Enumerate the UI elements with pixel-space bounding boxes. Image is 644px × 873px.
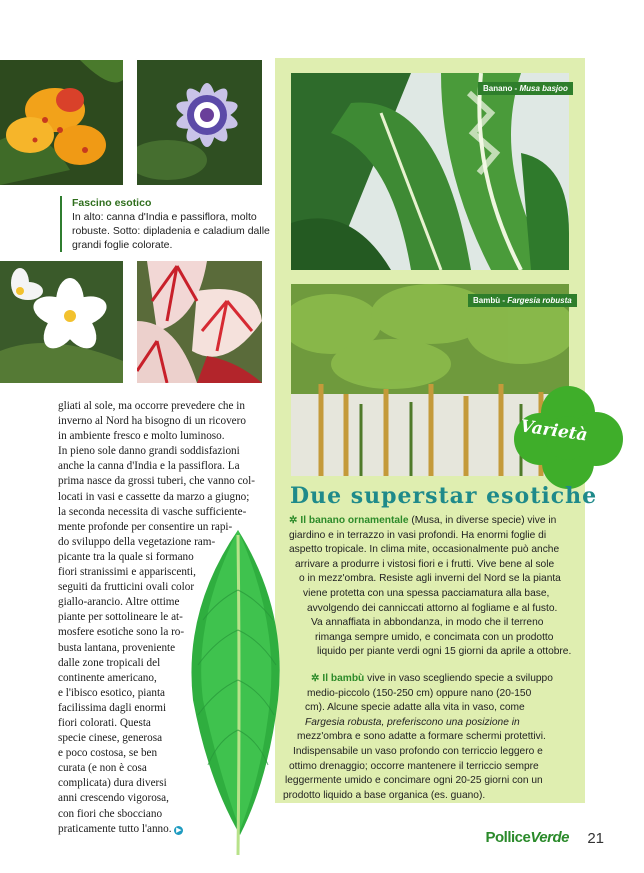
article-line: giallo-arancio. Altre ottime [58, 596, 180, 609]
banano-line: viene protetta con una spessa pacciamatura alla base, [303, 587, 550, 599]
dipladenia-photo [0, 261, 123, 383]
bambu-line: mezz'ombra e sono adatte a formare schermi protettivi. [297, 731, 546, 743]
banano-first-rest: (Musa, in diverse specie) vive in [408, 515, 557, 526]
logo-part-a: Pollice [485, 829, 531, 846]
banano-line: aspetto tropicale. In clima mite, occasionalmente può anche [289, 544, 560, 556]
article-line: do sviluppo della vegetazione ram- [58, 535, 216, 548]
banano-paragraph [289, 514, 579, 660]
article-line: piante per sottolineare le at- [58, 611, 183, 624]
bambu-line: ottimo drenaggio; occorre mantenere il terriccio sempre [289, 760, 539, 772]
bambu-paragraph [283, 672, 580, 803]
banano-line: o in mezz'ombra. Resiste agli inverni del Nord se la pianta [299, 573, 561, 585]
continue-arrow-icon: ▶ [176, 825, 182, 834]
banano-line: arrivare a produrre i vistosi fiori e i frutti. Vive bene al sole [295, 558, 555, 570]
bamboo-tag [468, 290, 577, 308]
article-line: prima nasce da grossi tuberi, che vanno col- [58, 475, 255, 488]
article-line: mosfere esotiche sono la ro- [58, 626, 185, 639]
article-line: anni crescendo vigorosa, [58, 792, 169, 805]
banana-tag-latin: Musa basjoo [519, 84, 568, 93]
banano-line: liquido per piante verdi ogni 15 giorni da aprile a ottobre. [317, 646, 572, 658]
article-line: fiori stranissimi e appariscenti, [58, 566, 196, 579]
article-line: facilissima dagli enormi [58, 701, 167, 714]
banano-first-line [289, 514, 579, 529]
article-line: anche la canna d'India e la passiflora. La [58, 460, 240, 473]
bambu-line: prodotto liquido a base organica (es. guano). [283, 789, 486, 801]
article-line: gliati al sole, ma occorre prevedere che in [58, 400, 245, 412]
headline: Due superstar esotiche [290, 483, 598, 509]
article-line: seguiti da frutticini ovali color [58, 581, 195, 594]
logo-part-b: Verde [530, 829, 569, 846]
article-line: fiori colorati. Questa [58, 716, 151, 729]
article-line: e l'ibisco esotico, pianta [58, 686, 166, 699]
banana-photo [291, 73, 569, 270]
article-line: e poco costosa, se ben [58, 747, 158, 760]
banano-lead: Il banano ornamentale [300, 515, 409, 526]
varieta-badge [508, 383, 628, 491]
banana-leaf-illustration [178, 530, 288, 855]
article-line: In pieno sole danno grandi soddisfazioni [58, 445, 240, 458]
magazine-logo [486, 829, 570, 846]
caption-title: Fascino esotico [72, 197, 152, 209]
caption-line: robuste. Sotto: dipladenia e caladium dalle [72, 225, 270, 237]
article-line: con fiori che sbocciano [58, 807, 163, 820]
article-line: picante tra la quale si formano [58, 550, 194, 563]
banano-line: giardino e in terrazzo in vasi profondi. Ha enormi foglie di [289, 529, 547, 541]
article-line: in ambiente fresco e molto luminoso. [58, 430, 225, 443]
article-line: curata (e non è cosa [58, 762, 147, 775]
passiflora-photo [137, 60, 262, 185]
photo-caption [60, 196, 277, 252]
section-badge-text: Varietà [518, 416, 589, 446]
banano-bullet-icon: ✲ [289, 515, 298, 526]
banana-tag [478, 78, 573, 96]
article-line: specie cinese, generosa [58, 732, 163, 745]
bamboo-tag-name: Bambù - [473, 296, 508, 305]
article-line: inverno al Nord ha bisogno di un ricovero [58, 415, 246, 428]
caption-line: In alto: canna d'India e passiflora, molto [72, 211, 257, 223]
article-line: locati in vasi e cassette da marzo a giugno; [58, 490, 250, 503]
bambu-first-line [305, 672, 580, 687]
article-line: la seconda necessita di vasche sufficiente- [58, 505, 247, 518]
caladium-photo [137, 261, 262, 383]
bamboo-tag-latin: Fargesia robusta [507, 296, 572, 305]
bambu-line: leggermente umido e concimare ogni 20-25 giorni con un [285, 775, 543, 787]
bambu-line: Fargesia robusta, preferiscono una posizione in [305, 716, 520, 728]
bambu-bullet-icon: ✲ [311, 673, 320, 684]
banano-line: avvolgendo dei canniccati attorno al fogliame e al fusto. [307, 602, 558, 614]
article-line: continente americano, [58, 671, 157, 684]
article-line: complicata) dura diversi [58, 777, 167, 790]
canna-photo [0, 60, 123, 185]
article-line: busta lantana, proveniente [58, 641, 176, 654]
article-last-line: praticamente tutto l'anno. [58, 822, 172, 835]
bambu-line: medio-piccolo (150-250 cm) oppure nano (20-150 [307, 687, 532, 699]
banana-tag-name: Banano - [483, 84, 520, 93]
bambu-line: Indispensabile un vaso profondo con terriccio leggero e [293, 745, 543, 757]
bambu-line: cm). Alcune specie adatte alla vita in vaso, come [305, 702, 525, 714]
banano-line: rimanga sempre umido, e concimata con un prodotto [315, 631, 554, 643]
bambu-first-rest: vive in vaso scegliendo specie a sviluppo [364, 673, 553, 684]
page-number: 21 [587, 830, 604, 847]
caption-line: grandi foglie colorate. [72, 239, 173, 251]
article-line: mente profonde per consentire un rapi- [58, 520, 233, 533]
bambu-lead: Il bambù [322, 673, 365, 684]
article-line: dalle zone tropicali del [58, 656, 161, 669]
banano-line: Va annaffiata in abbondanza, in modo che il terreno [311, 617, 544, 629]
